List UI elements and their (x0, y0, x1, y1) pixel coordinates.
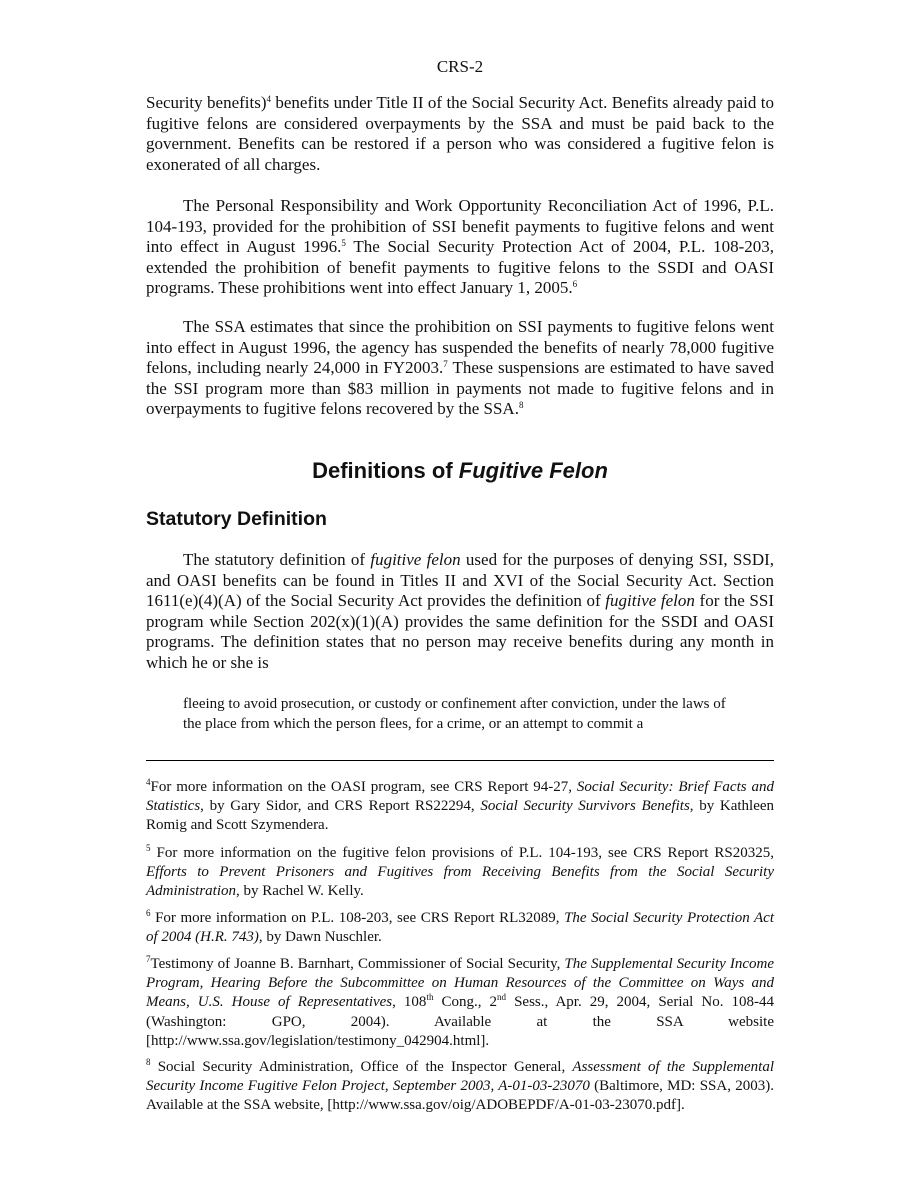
footnote-8: $^8$ Social Security Administration, Office of the Inspector General, Assessment of the Supplemental Security Income Fugitive Felon Project, September 2003, A-01-03-23070 (Baltimore, MD: SSA, 2003). Available at the SSA website, [http://www.ssa.gov/oig/ADOBEPDF/A-01-03-23070.pdf]. (146, 1057, 774, 1114)
footnote-ref-4[interactable]: 4 (266, 94, 272, 104)
footnote-6: $^6$ For more information on P.L. 108-203, see CRS Report RL32089, The Social Security Protection Act of 2004 (H.R. 743), by Dawn Nuschler. (146, 908, 774, 946)
section-heading: Definitions of Fugitive Felon (312, 458, 608, 483)
footnote-ref-8[interactable]: 8 (518, 400, 524, 411)
block-quote: fleeing to avoid prosecution, or custody or confinement after conviction, under the laws of the place from which the person flees, for a crime, or an attempt to commit a (183, 696, 726, 732)
page-number: CRS-2 (436, 57, 484, 76)
footnote-ref-5[interactable]: 5 (341, 238, 346, 249)
paragraph-3: The SSA estimates that since the prohibition on SSI payments to fugitive felons went into effect in August 1996, the agency has suspended the benefits of nearly 78,000 fugitive felons, including nearly 24,000 in FY2003.$^7$ These suspensions are estimated to have saved the SSI program more than $83 million in payments not made to fugitive felons and in overpayments to fugitive felons recovered by the SSA.$^8$ (146, 317, 774, 419)
footnote-divider (146, 760, 774, 761)
footnote-ref-7[interactable]: 7 (443, 359, 448, 370)
paragraph-4: The statutory definition of fugitive felon used for the purposes of denying SSI, SSDI, and OASI benefits can be found in Titles II and XVI of the Social Security Act. Section 1611(e)(4)(A) of the Social Security Act provides the definition of fugitive felon for the SSI program while Section 202(x)(1)(A) provides the same definition for the SSDI and OASI programs. The definition states that no person may receive benefits during any month in which he or she is (146, 550, 775, 672)
footnote-4: $^4$For more information on the OASI program, see CRS Report 94-27, Social Security: Brief Facts and Statistics, by Gary Sidor, and CRS Report RS22294, Social Security Survivors Benefits, by Kathleen Romig and Scott Szymendera. (146, 777, 775, 834)
paragraph-2: The Personal Responsibility and Work Opportunity Reconciliation Act of 1996, P.L. 104-193, provided for the prohibition of SSI benefit payments to fugitive felons and went into effect in August 1996.$^5$ The Social Security Protection Act of 2004, P.L. 108-203, extended the prohibition of benefit payments to fugitive felons to the SSDI and OASI programs. These prohibitions went into effect January 1, 2005.$^6$ (146, 196, 774, 298)
footnote-ref-6[interactable]: 6 (572, 279, 578, 290)
subsection-heading: Statutory Definition (146, 508, 327, 530)
footnote-5: $^5$ For more information on the fugitive felon provisions of P.L. 104-193, see CRS Report RS20325, Efforts to Prevent Prisoners and Fugitives from Receiving Benefits from the Social Security Administration, by Rachel W. Kelly. (146, 843, 774, 900)
paragraph-1: Security benefits)$^4$ benefits under Title II of the Social Security Act. Benefits already paid to fugitive felons are considered overpayments by the SSA and must be paid back to the government. Benefits can be restored if a person who was considered a fugitive felon is exonerated of all charges. (146, 93, 774, 174)
footnote-7: $^7$Testimony of Joanne B. Barnhart, Commissioner of Social Security, The Supplemental Security Income Program, Hearing Before the Subcommittee on Human Resources of the Committee on Ways and Means, U.S. House of Representatives, 108th Cong., 2nd Sess., Apr. 29, 2004, Serial No. 108-44 (Washington: GPO, 2004). Available at the SSA website [http://www.ssa.gov/legislation/testimony_042904.html]. (146, 954, 774, 1049)
